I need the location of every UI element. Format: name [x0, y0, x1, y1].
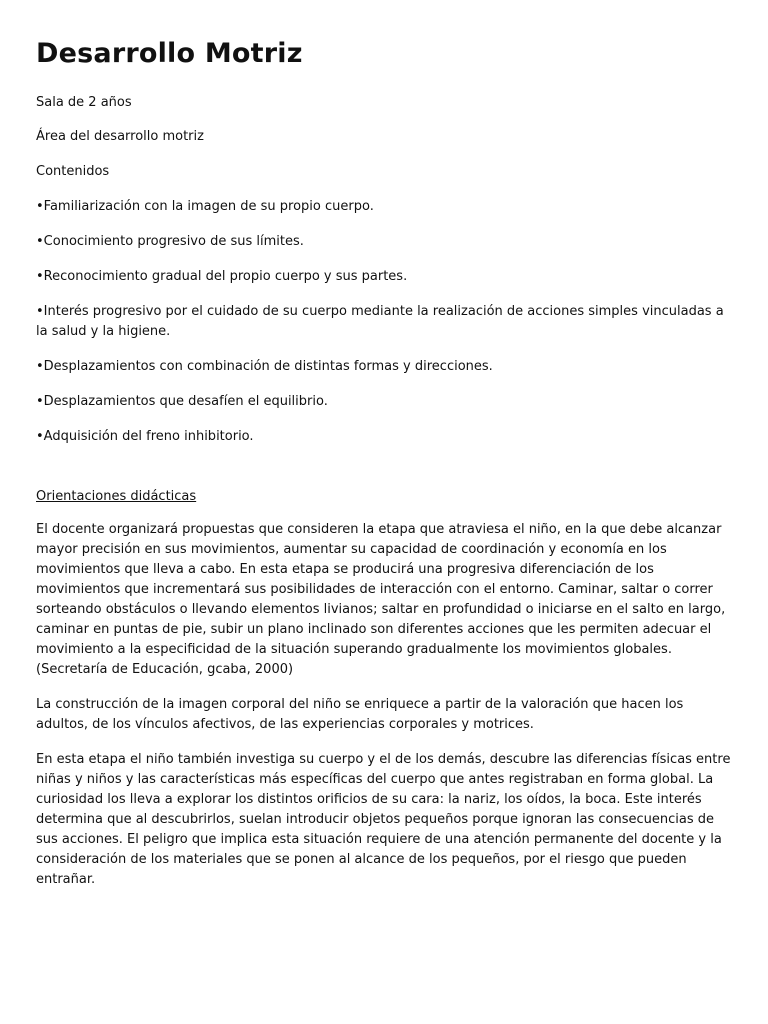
paragraph: La construcción de la imagen corporal del niño se enriquece a partir de la valoración que hacen los adultos, de los vínculos afectivos, de las experiencias corporales y motrices.: [36, 697, 684, 732]
list-item: •Conocimiento progresivo de sus límites.: [36, 234, 304, 249]
room-label: Sala de 2 años: [36, 95, 132, 110]
section-heading: Orientaciones didácticas: [36, 489, 197, 504]
paragraph: El docente organizará propuestas que consideren la etapa que atraviesa el niño, en la que debe alcanzar mayor precisión en sus movimientos, aumentar su capacidad de coordinación y economía en los movimientos que lleva a cabo. En esta etapa se producirá una progresiva diferenciación de los movimientos que incrementará sus posibilidades de interacción con el entorno. Caminar, saltar o correr sorteando obstáculos o llevando elementos livianos; saltar en profundidad o iniciarse en el salto en largo, caminar en puntas de pie, subir un plano inclinado son diferentes acciones que les permiten adecuar el movimiento a la especificidad de la situación superando gradualmente los movimientos globales.(Secretaría de Educación, gcaba, 2000): [36, 522, 726, 677]
contents-list: [36, 197, 736, 447]
contents-heading: Contenidos: [36, 164, 110, 179]
paragraph: En esta etapa el niño también investiga su cuerpo y el de los demás, descubre las diferencias físicas entre niñas y niños y las características más específicas del cuerpo que antes registraban en forma global. La curiosidad los lleva a explorar los distintos orificios de su cara: la nariz, los oídos, la boca. Este interés determina que al descubrirlos, suelan introducir objetos pequeños porque ignoran las consecuencias de sus acciones. El peligro que implica esta situación requiere de una atención permanente del docente y la consideración de los materiales que se ponen al alcance de los pequeños, por el riesgo que pueden entrañar.: [36, 752, 731, 887]
list-item: •Adquisición del freno inhibitorio.: [36, 429, 254, 444]
list-item: •Familiarización con la imagen de su propio cuerpo.: [36, 199, 374, 214]
list-item: •Desplazamientos con combinación de distintas formas y direcciones.: [36, 359, 493, 374]
area-label: Área del desarrollo motriz: [36, 129, 204, 144]
page-title: Desarrollo Motriz: [36, 38, 303, 69]
list-item: •Desplazamientos que desafíen el equilibrio.: [36, 394, 328, 409]
list-item: •Interés progresivo por el cuidado de su cuerpo mediante la realización de acciones simples vinculadas a la salud y la higiene.: [36, 304, 724, 339]
list-item: •Reconocimiento gradual del propio cuerpo y sus partes.: [36, 269, 408, 284]
document-page: [36, 36, 736, 905]
